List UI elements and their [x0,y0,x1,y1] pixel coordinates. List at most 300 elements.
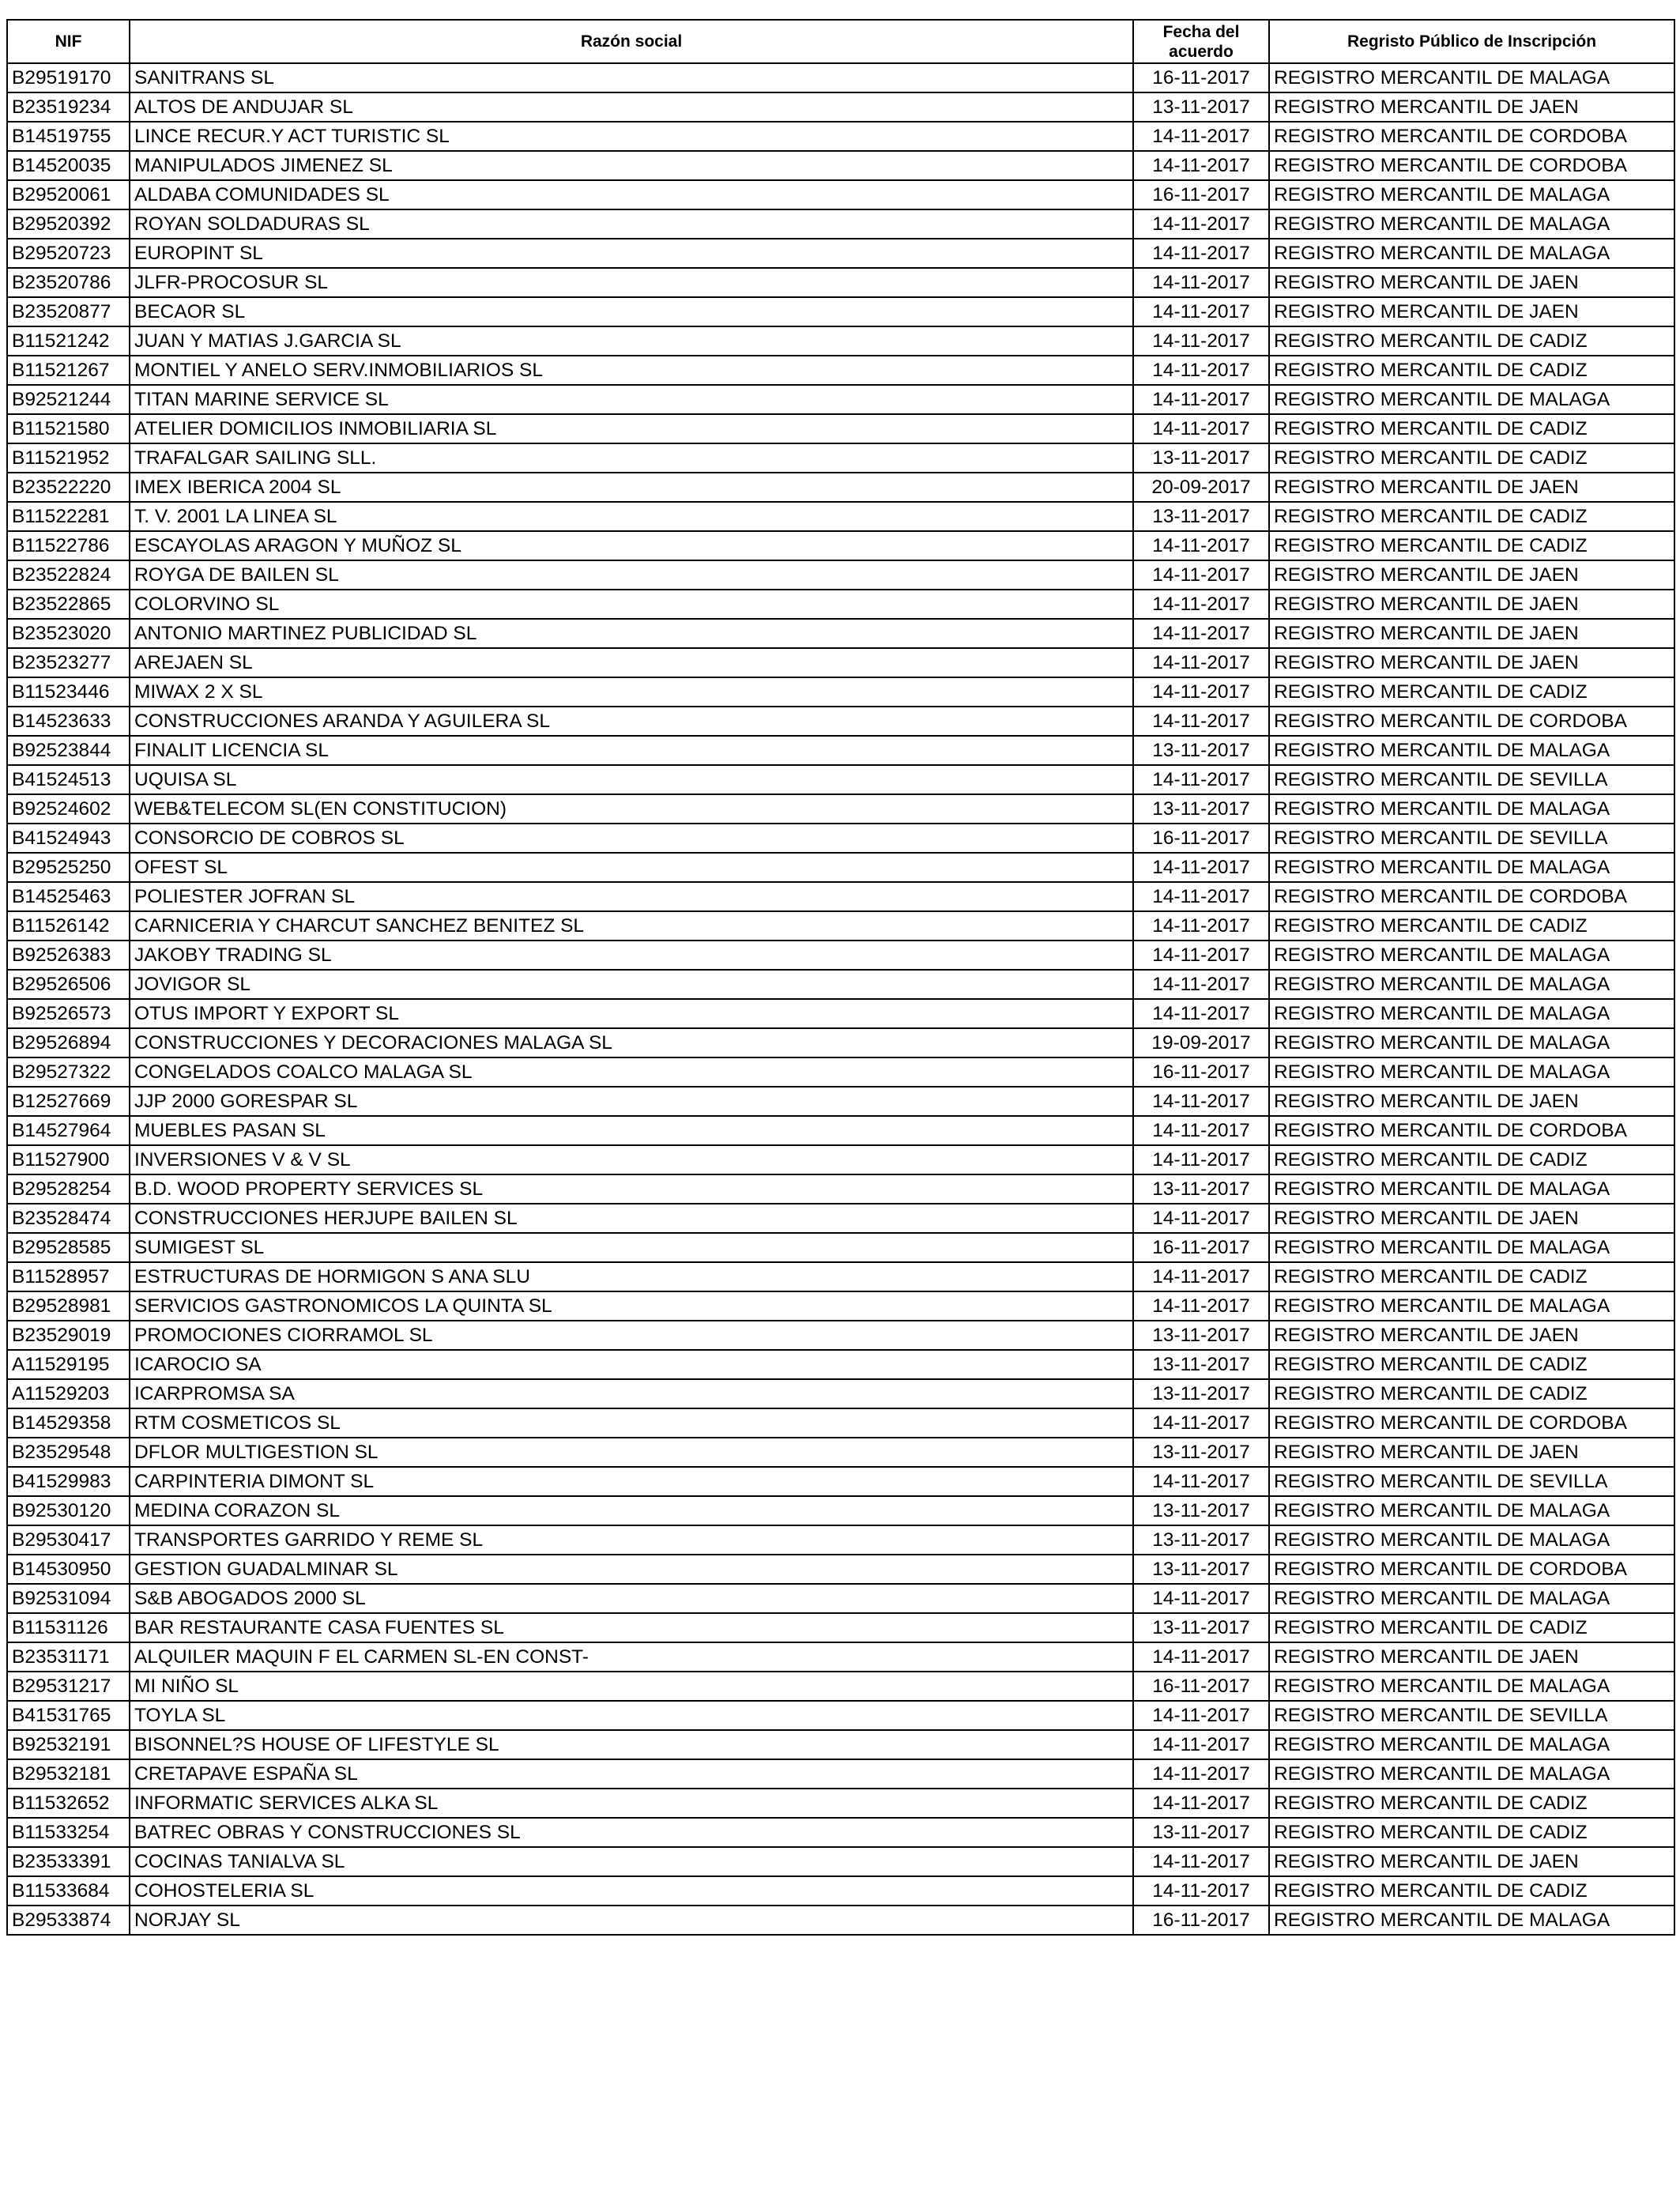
cell-nif: B92524602 [7,794,130,824]
cell-razon-social: ICAROCIO SA [130,1350,1133,1379]
table-row [7,122,1674,151]
cell-registro: REGISTRO MERCANTIL DE SEVILLA [1269,1467,1674,1496]
cell-razon-social: INVERSIONES V & V SL [130,1145,1133,1174]
cell-fecha: 14-11-2017 [1133,1087,1269,1116]
cell-registro: REGISTRO MERCANTIL DE MALAGA [1269,1174,1674,1204]
cell-nif: B14523633 [7,707,130,736]
table-row [7,1379,1674,1408]
cell-fecha: 14-11-2017 [1133,970,1269,999]
cell-nif: B92530120 [7,1496,130,1525]
cell-razon-social: BISONNEL?S HOUSE OF LIFESTYLE SL [130,1730,1133,1759]
cell-nif: B14527964 [7,1116,130,1145]
cell-fecha: 14-11-2017 [1133,1467,1269,1496]
cell-razon-social: AREJAEN SL [130,648,1133,677]
cell-nif: B11521952 [7,443,130,473]
table-row [7,1438,1674,1467]
cell-registro: REGISTRO MERCANTIL DE JAEN [1269,1204,1674,1233]
table-row [7,1525,1674,1555]
cell-razon-social: MEDINA CORAZON SL [130,1496,1133,1525]
cell-fecha: 14-11-2017 [1133,1847,1269,1876]
table-row [7,1028,1674,1057]
cell-razon-social: TRAFALGAR SAILING SLL. [130,443,1133,473]
table-row [7,1057,1674,1087]
cell-razon-social: COLORVINO SL [130,590,1133,619]
cell-fecha: 14-11-2017 [1133,239,1269,268]
cell-fecha: 14-11-2017 [1133,1789,1269,1818]
cell-registro: REGISTRO MERCANTIL DE CADIZ [1269,443,1674,473]
cell-razon-social: MIWAX 2 X SL [130,677,1133,707]
cell-registro: REGISTRO MERCANTIL DE MALAGA [1269,1496,1674,1525]
table-row [7,1789,1674,1818]
cell-nif: B92532191 [7,1730,130,1759]
cell-fecha: 14-11-2017 [1133,1204,1269,1233]
cell-nif: A11529203 [7,1379,130,1408]
cell-fecha: 13-11-2017 [1133,1350,1269,1379]
cell-fecha: 13-11-2017 [1133,1555,1269,1584]
cell-registro: REGISTRO MERCANTIL DE JAEN [1269,648,1674,677]
cell-fecha: 14-11-2017 [1133,297,1269,326]
cell-registro: REGISTRO MERCANTIL DE JAEN [1269,1321,1674,1350]
table-row [7,677,1674,707]
cell-registro: REGISTRO MERCANTIL DE CORDOBA [1269,1116,1674,1145]
cell-fecha: 13-11-2017 [1133,92,1269,122]
header-nif: NIF [7,20,130,63]
cell-razon-social: JJP 2000 GORESPAR SL [130,1087,1133,1116]
cell-registro: REGISTRO MERCANTIL DE JAEN [1269,268,1674,297]
table-row [7,1350,1674,1379]
cell-razon-social: ALDABA COMUNIDADES SL [130,180,1133,209]
cell-nif: B12527669 [7,1087,130,1116]
table-row [7,297,1674,326]
cell-fecha: 14-11-2017 [1133,911,1269,941]
cell-fecha: 14-11-2017 [1133,1701,1269,1730]
cell-fecha: 14-11-2017 [1133,853,1269,882]
cell-razon-social: BATREC OBRAS Y CONSTRUCCIONES SL [130,1818,1133,1847]
cell-registro: REGISTRO MERCANTIL DE JAEN [1269,297,1674,326]
cell-nif: B11531126 [7,1613,130,1642]
cell-nif: B29530417 [7,1525,130,1555]
cell-razon-social: ALQUILER MAQUIN F EL CARMEN SL-EN CONST- [130,1642,1133,1672]
cell-fecha: 16-11-2017 [1133,824,1269,853]
table-row [7,941,1674,970]
table-row [7,1145,1674,1174]
table-row [7,1116,1674,1145]
cell-nif: B23523020 [7,619,130,648]
cell-registro: REGISTRO MERCANTIL DE CADIZ [1269,1789,1674,1818]
cell-fecha: 14-11-2017 [1133,356,1269,385]
cell-registro: REGISTRO MERCANTIL DE MALAGA [1269,63,1674,92]
cell-razon-social: TOYLA SL [130,1701,1133,1730]
cell-nif: B11521267 [7,356,130,385]
table-row [7,765,1674,794]
table-row [7,1818,1674,1847]
table-row [7,239,1674,268]
cell-razon-social: NORJAY SL [130,1906,1133,1935]
cell-fecha: 14-11-2017 [1133,882,1269,911]
cell-nif: B29527322 [7,1057,130,1087]
cell-fecha: 13-11-2017 [1133,1613,1269,1642]
table-row [7,590,1674,619]
table-row [7,1876,1674,1906]
cell-razon-social: JOVIGOR SL [130,970,1133,999]
cell-nif: B23520786 [7,268,130,297]
cell-nif: B92526573 [7,999,130,1028]
table-row [7,824,1674,853]
cell-nif: B29526894 [7,1028,130,1057]
cell-registro: REGISTRO MERCANTIL DE MALAGA [1269,736,1674,765]
cell-registro: REGISTRO MERCANTIL DE CADIZ [1269,1818,1674,1847]
cell-razon-social: BAR RESTAURANTE CASA FUENTES SL [130,1613,1133,1642]
cell-razon-social: UQUISA SL [130,765,1133,794]
cell-nif: B23522220 [7,473,130,502]
cell-fecha: 16-11-2017 [1133,180,1269,209]
cell-nif: A11529195 [7,1350,130,1379]
table-row [7,1642,1674,1672]
cell-razon-social: CRETAPAVE ESPAÑA SL [130,1759,1133,1789]
cell-registro: REGISTRO MERCANTIL DE JAEN [1269,619,1674,648]
cell-nif: B41531765 [7,1701,130,1730]
cell-registro: REGISTRO MERCANTIL DE CADIZ [1269,1145,1674,1174]
cell-registro: REGISTRO MERCANTIL DE MALAGA [1269,1057,1674,1087]
cell-registro: REGISTRO MERCANTIL DE MALAGA [1269,239,1674,268]
table-row [7,414,1674,443]
cell-fecha: 14-11-2017 [1133,1759,1269,1789]
cell-fecha: 13-11-2017 [1133,502,1269,531]
cell-fecha: 16-11-2017 [1133,1233,1269,1262]
cell-registro: REGISTRO MERCANTIL DE JAEN [1269,1087,1674,1116]
cell-nif: B29519170 [7,63,130,92]
cell-fecha: 13-11-2017 [1133,794,1269,824]
cell-registro: REGISTRO MERCANTIL DE MALAGA [1269,941,1674,970]
cell-nif: B11533254 [7,1818,130,1847]
table-row [7,385,1674,414]
cell-nif: B11527900 [7,1145,130,1174]
cell-registro: REGISTRO MERCANTIL DE MALAGA [1269,1730,1674,1759]
cell-razon-social: MUEBLES PASAN SL [130,1116,1133,1145]
cell-nif: B14529358 [7,1408,130,1438]
cell-fecha: 14-11-2017 [1133,999,1269,1028]
cell-razon-social: SUMIGEST SL [130,1233,1133,1262]
cell-razon-social: PROMOCIONES CIORRAMOL SL [130,1321,1133,1350]
cell-nif: B92531094 [7,1584,130,1613]
cell-razon-social: EUROPINT SL [130,239,1133,268]
cell-fecha: 19-09-2017 [1133,1028,1269,1057]
cell-razon-social: MI NIÑO SL [130,1672,1133,1701]
cell-nif: B23531171 [7,1642,130,1672]
cell-fecha: 14-11-2017 [1133,326,1269,356]
cell-nif: B41524513 [7,765,130,794]
table-row [7,180,1674,209]
cell-registro: REGISTRO MERCANTIL DE JAEN [1269,560,1674,590]
cell-nif: B29528981 [7,1291,130,1321]
cell-nif: B92521244 [7,385,130,414]
table-row [7,1291,1674,1321]
cell-nif: B23529548 [7,1438,130,1467]
cell-nif: B11522786 [7,531,130,560]
cell-razon-social: COCINAS TANIALVA SL [130,1847,1133,1876]
table-row [7,1321,1674,1350]
cell-nif: B14530950 [7,1555,130,1584]
cell-fecha: 14-11-2017 [1133,707,1269,736]
cell-razon-social: B.D. WOOD PROPERTY SERVICES SL [130,1174,1133,1204]
cell-razon-social: ROYAN SOLDADURAS SL [130,209,1133,239]
cell-fecha: 14-11-2017 [1133,590,1269,619]
cell-nif: B41529983 [7,1467,130,1496]
cell-registro: REGISTRO MERCANTIL DE MALAGA [1269,1291,1674,1321]
table-row [7,326,1674,356]
cell-fecha: 14-11-2017 [1133,209,1269,239]
cell-fecha: 14-11-2017 [1133,941,1269,970]
table-row [7,1672,1674,1701]
cell-razon-social: SERVICIOS GASTRONOMICOS LA QUINTA SL [130,1291,1133,1321]
header-fecha-acuerdo: Fecha del acuerdo [1133,20,1269,63]
table-header-row [7,20,1674,63]
cell-fecha: 14-11-2017 [1133,1876,1269,1906]
cell-registro: REGISTRO MERCANTIL DE MALAGA [1269,385,1674,414]
cell-fecha: 13-11-2017 [1133,1321,1269,1350]
cell-razon-social: SANITRANS SL [130,63,1133,92]
cell-nif: B14520035 [7,151,130,180]
cell-registro: REGISTRO MERCANTIL DE MALAGA [1269,1672,1674,1701]
table-row [7,502,1674,531]
cell-registro: REGISTRO MERCANTIL DE JAEN [1269,1438,1674,1467]
table-row [7,619,1674,648]
cell-registro: REGISTRO MERCANTIL DE MALAGA [1269,853,1674,882]
cell-razon-social: OFEST SL [130,853,1133,882]
cell-registro: REGISTRO MERCANTIL DE SEVILLA [1269,1701,1674,1730]
table-row [7,443,1674,473]
table-row [7,1701,1674,1730]
table-row [7,970,1674,999]
cell-nif: B23519234 [7,92,130,122]
cell-razon-social: ROYGA DE BAILEN SL [130,560,1133,590]
cell-fecha: 14-11-2017 [1133,765,1269,794]
cell-registro: REGISTRO MERCANTIL DE CADIZ [1269,1262,1674,1291]
table-row [7,999,1674,1028]
cell-razon-social: CONSTRUCCIONES Y DECORACIONES MALAGA SL [130,1028,1133,1057]
cell-nif: B23533391 [7,1847,130,1876]
cell-nif: B29525250 [7,853,130,882]
cell-registro: REGISTRO MERCANTIL DE CADIZ [1269,677,1674,707]
cell-registro: REGISTRO MERCANTIL DE JAEN [1269,92,1674,122]
cell-nif: B29532181 [7,1759,130,1789]
cell-fecha: 14-11-2017 [1133,619,1269,648]
cell-registro: REGISTRO MERCANTIL DE CADIZ [1269,1613,1674,1642]
cell-fecha: 14-11-2017 [1133,1145,1269,1174]
cell-fecha: 14-11-2017 [1133,1584,1269,1613]
cell-nif: B11521580 [7,414,130,443]
cell-registro: REGISTRO MERCANTIL DE MALAGA [1269,1028,1674,1057]
table-row [7,1584,1674,1613]
table-row [7,531,1674,560]
cell-registro: REGISTRO MERCANTIL DE MALAGA [1269,999,1674,1028]
cell-registro: REGISTRO MERCANTIL DE MALAGA [1269,1584,1674,1613]
cell-registro: REGISTRO MERCANTIL DE JAEN [1269,1642,1674,1672]
cell-fecha: 14-11-2017 [1133,677,1269,707]
cell-nif: B11523446 [7,677,130,707]
cell-nif: B11533684 [7,1876,130,1906]
cell-registro: REGISTRO MERCANTIL DE CADIZ [1269,911,1674,941]
cell-nif: B29520723 [7,239,130,268]
cell-razon-social: OTUS IMPORT Y EXPORT SL [130,999,1133,1028]
cell-nif: B23528474 [7,1204,130,1233]
cell-fecha: 16-11-2017 [1133,1672,1269,1701]
cell-registro: REGISTRO MERCANTIL DE MALAGA [1269,1525,1674,1555]
table-row [7,209,1674,239]
table-row [7,1555,1674,1584]
table-body [7,63,1674,1935]
table-row [7,853,1674,882]
header-razon-social: Razón social [130,20,1133,63]
cell-nif: B29526506 [7,970,130,999]
cell-nif: B11528957 [7,1262,130,1291]
cell-fecha: 14-11-2017 [1133,1116,1269,1145]
table-row [7,1174,1674,1204]
cell-registro: REGISTRO MERCANTIL DE CORDOBA [1269,151,1674,180]
cell-nif: B29528585 [7,1233,130,1262]
table-row [7,794,1674,824]
cell-razon-social: JLFR-PROCOSUR SL [130,268,1133,297]
cell-razon-social: RTM COSMETICOS SL [130,1408,1133,1438]
cell-registro: REGISTRO MERCANTIL DE JAEN [1269,473,1674,502]
cell-fecha: 14-11-2017 [1133,385,1269,414]
table-row [7,911,1674,941]
cell-razon-social: CONSORCIO DE COBROS SL [130,824,1133,853]
cell-nif: B23520877 [7,297,130,326]
cell-fecha: 13-11-2017 [1133,1438,1269,1467]
cell-razon-social: T. V. 2001 LA LINEA SL [130,502,1133,531]
cell-fecha: 14-11-2017 [1133,1730,1269,1759]
cell-registro: REGISTRO MERCANTIL DE JAEN [1269,1847,1674,1876]
table-row [7,1613,1674,1642]
cell-razon-social: ESCAYOLAS ARAGON Y MUÑOZ SL [130,531,1133,560]
cell-registro: REGISTRO MERCANTIL DE CADIZ [1269,356,1674,385]
table-row [7,1906,1674,1935]
cell-fecha: 14-11-2017 [1133,414,1269,443]
cell-razon-social: CONSTRUCCIONES ARANDA Y AGUILERA SL [130,707,1133,736]
cell-fecha: 16-11-2017 [1133,1906,1269,1935]
table-row [7,736,1674,765]
cell-nif: B11522281 [7,502,130,531]
cell-razon-social: CARPINTERIA DIMONT SL [130,1467,1133,1496]
cell-fecha: 13-11-2017 [1133,1818,1269,1847]
table-row [7,1730,1674,1759]
cell-registro: REGISTRO MERCANTIL DE CADIZ [1269,1876,1674,1906]
cell-razon-social: COHOSTELERIA SL [130,1876,1133,1906]
cell-razon-social: WEB&TELECOM SL(EN CONSTITUCION) [130,794,1133,824]
cell-registro: REGISTRO MERCANTIL DE MALAGA [1269,1759,1674,1789]
cell-razon-social: TITAN MARINE SERVICE SL [130,385,1133,414]
registry-table [6,19,1675,1936]
table-row [7,1759,1674,1789]
cell-nif: B11521242 [7,326,130,356]
cell-fecha: 14-11-2017 [1133,151,1269,180]
cell-fecha: 14-11-2017 [1133,531,1269,560]
cell-nif: B29520061 [7,180,130,209]
cell-fecha: 14-11-2017 [1133,1291,1269,1321]
cell-razon-social: IMEX IBERICA 2004 SL [130,473,1133,502]
table-row [7,707,1674,736]
cell-razon-social: GESTION GUADALMINAR SL [130,1555,1133,1584]
cell-nif: B29531217 [7,1672,130,1701]
cell-registro: REGISTRO MERCANTIL DE MALAGA [1269,1233,1674,1262]
table-row [7,356,1674,385]
cell-fecha: 20-09-2017 [1133,473,1269,502]
cell-nif: B11526142 [7,911,130,941]
cell-fecha: 14-11-2017 [1133,1642,1269,1672]
table-row [7,1408,1674,1438]
cell-fecha: 13-11-2017 [1133,736,1269,765]
table-row [7,1847,1674,1876]
table-row [7,648,1674,677]
table-row [7,268,1674,297]
table-row [7,92,1674,122]
table-row [7,63,1674,92]
cell-registro: REGISTRO MERCANTIL DE CADIZ [1269,326,1674,356]
cell-nif: B23529019 [7,1321,130,1350]
table-row [7,473,1674,502]
cell-registro: REGISTRO MERCANTIL DE CORDOBA [1269,882,1674,911]
table-row [7,1467,1674,1496]
cell-nif: B23522865 [7,590,130,619]
cell-nif: B29533874 [7,1906,130,1935]
cell-nif: B41524943 [7,824,130,853]
cell-razon-social: CONSTRUCCIONES HERJUPE BAILEN SL [130,1204,1133,1233]
header-registro: Regristo Público de Inscripción [1269,20,1674,63]
cell-fecha: 13-11-2017 [1133,1174,1269,1204]
cell-nif: B11532652 [7,1789,130,1818]
cell-registro: REGISTRO MERCANTIL DE CORDOBA [1269,707,1674,736]
cell-razon-social: ICARPROMSA SA [130,1379,1133,1408]
cell-registro: REGISTRO MERCANTIL DE MALAGA [1269,794,1674,824]
cell-nif: B29528254 [7,1174,130,1204]
cell-nif: B92526383 [7,941,130,970]
cell-fecha: 14-11-2017 [1133,268,1269,297]
cell-registro: REGISTRO MERCANTIL DE MALAGA [1269,209,1674,239]
cell-registro: REGISTRO MERCANTIL DE CADIZ [1269,414,1674,443]
cell-razon-social: LINCE RECUR.Y ACT TURISTIC SL [130,122,1133,151]
cell-razon-social: INFORMATIC SERVICES ALKA SL [130,1789,1133,1818]
cell-fecha: 14-11-2017 [1133,1408,1269,1438]
cell-razon-social: JUAN Y MATIAS J.GARCIA SL [130,326,1133,356]
cell-razon-social: ALTOS DE ANDUJAR SL [130,92,1133,122]
table-row [7,151,1674,180]
cell-nif: B14519755 [7,122,130,151]
cell-razon-social: S&B ABOGADOS 2000 SL [130,1584,1133,1613]
cell-fecha: 13-11-2017 [1133,443,1269,473]
cell-razon-social: BECAOR SL [130,297,1133,326]
cell-fecha: 16-11-2017 [1133,1057,1269,1087]
cell-registro: REGISTRO MERCANTIL DE MALAGA [1269,1906,1674,1935]
cell-registro: REGISTRO MERCANTIL DE SEVILLA [1269,824,1674,853]
cell-razon-social: CARNICERIA Y CHARCUT SANCHEZ BENITEZ SL [130,911,1133,941]
cell-registro: REGISTRO MERCANTIL DE CADIZ [1269,1379,1674,1408]
cell-razon-social: DFLOR MULTIGESTION SL [130,1438,1133,1467]
cell-razon-social: FINALIT LICENCIA SL [130,736,1133,765]
cell-fecha: 14-11-2017 [1133,1262,1269,1291]
cell-fecha: 14-11-2017 [1133,560,1269,590]
cell-registro: REGISTRO MERCANTIL DE CADIZ [1269,531,1674,560]
cell-razon-social: ESTRUCTURAS DE HORMIGON S ANA SLU [130,1262,1133,1291]
table-row [7,560,1674,590]
cell-registro: REGISTRO MERCANTIL DE SEVILLA [1269,765,1674,794]
cell-registro: REGISTRO MERCANTIL DE MALAGA [1269,180,1674,209]
cell-fecha: 13-11-2017 [1133,1525,1269,1555]
cell-fecha: 16-11-2017 [1133,63,1269,92]
cell-nif: B92523844 [7,736,130,765]
table-row [7,1262,1674,1291]
cell-registro: REGISTRO MERCANTIL DE CADIZ [1269,502,1674,531]
